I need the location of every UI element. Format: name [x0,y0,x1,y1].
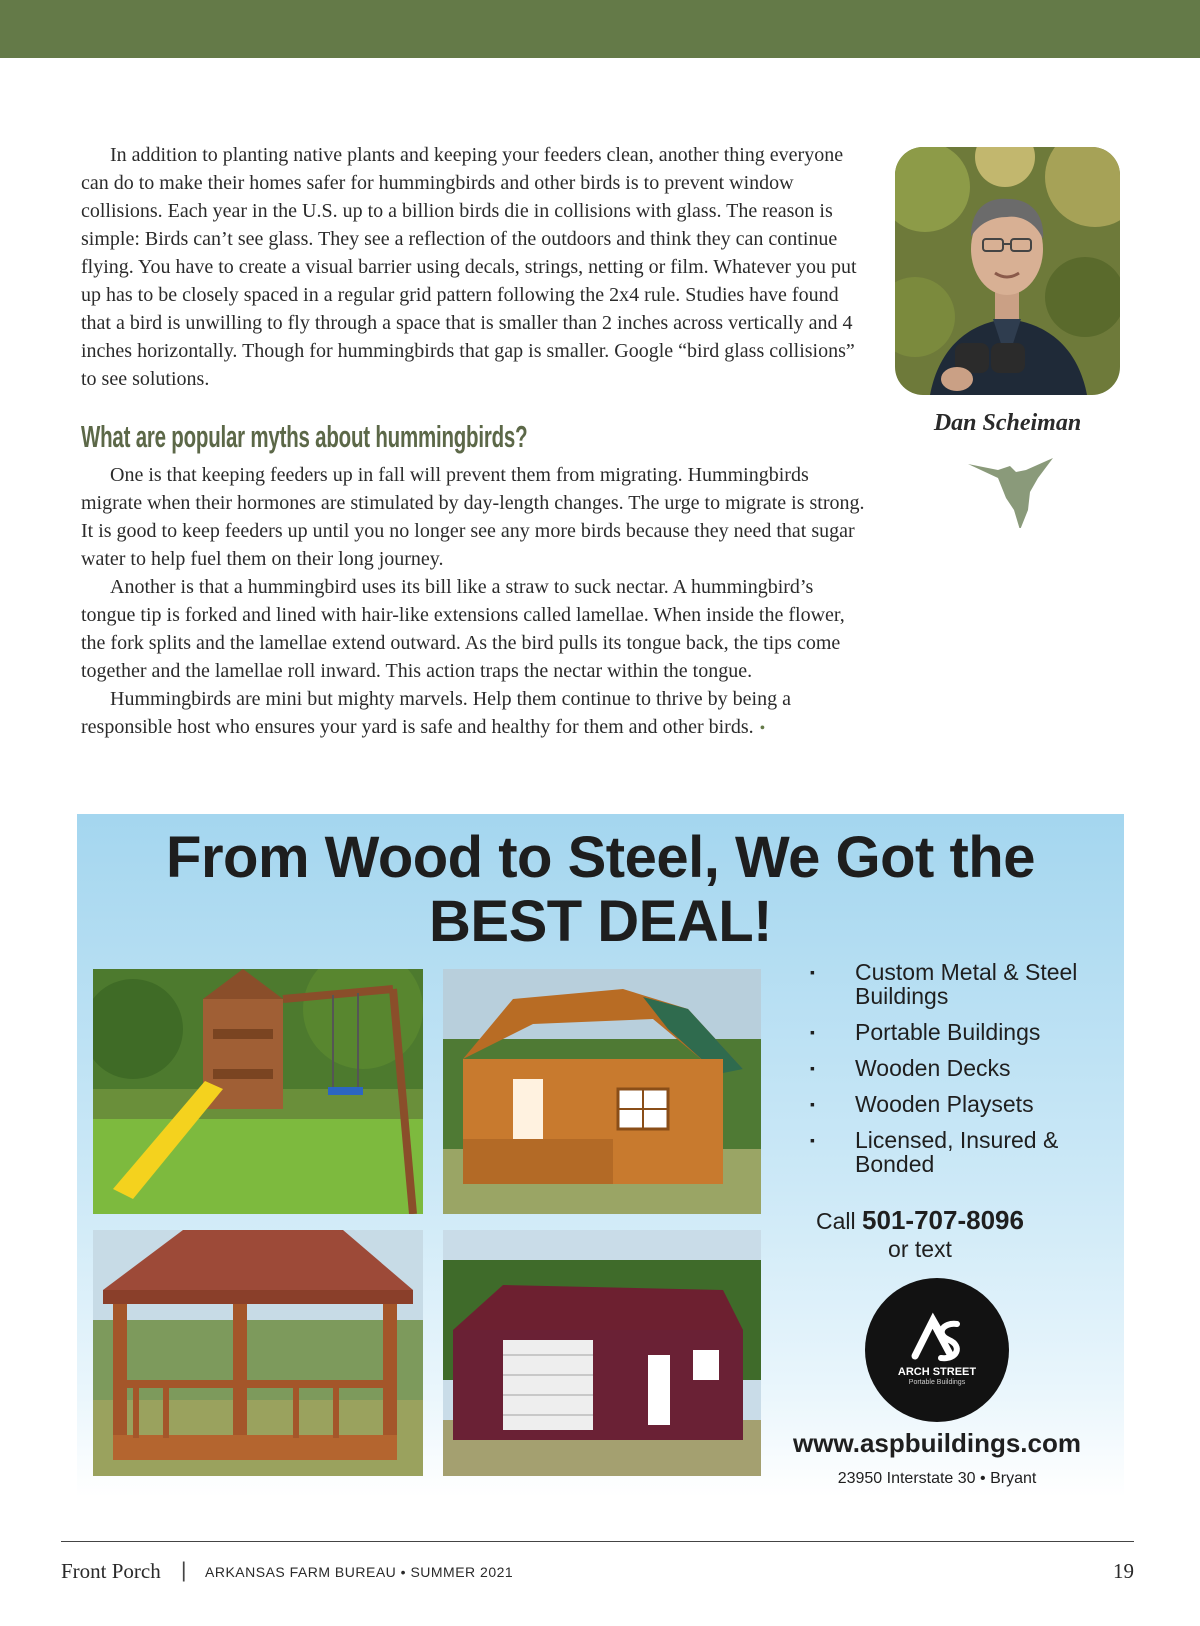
logo-text: ARCH STREET [897,1366,977,1378]
end-mark: • [759,720,766,737]
service-item: ▪ Custom Metal & Steel Buildings [810,960,1110,1008]
paragraph-myth-straw: Another is that a hummingbird uses its bill like a straw to suck nectar. A hummingbird’s tongue tip is forked and lined with hair-like extensions called lamellae. When inside the flower, the fork splits and the lamellae extend outward. As the bird pulls its tongue back, the tips come together and the lamellae roll inward. This action traps the nectar within the tongue. [81,576,845,682]
top-color-band [0,0,1200,58]
page-number: 19 [1113,1559,1134,1583]
cabin-photo [443,969,761,1214]
service-item: ▪ Portable Buildings [810,1020,1110,1044]
paragraph-myth-migration: One is that keeping feeders up in fall will prevent them from migrating. Hummingbirds migrate when their hormones are stimulated by day-length changes. The urge to migrate is strong. It is good to keep feeders up until you no longer see any more birds because they need that sugar water to help fuel them on their long journey. [81,464,865,570]
page-footer [61,1559,1134,1589]
garage-photo [443,1230,761,1476]
ad-headline-line1: From Wood to Steel, We Got the [166,825,1035,890]
service-item: ▪ Licensed, Insured & Bonded [810,1128,1110,1176]
advertisement [77,814,1124,1497]
article-body [81,141,871,743]
ad-headline-line2: BEST DEAL! [429,889,772,954]
call-info [770,1206,1070,1263]
arch-street-logo [865,1278,1009,1422]
call-prefix: Call [816,1208,856,1234]
ad-headline [77,826,1124,954]
services-list [810,960,1110,1188]
author-photo [895,147,1120,395]
paragraph-closing [81,685,871,743]
phone-number[interactable]: 501-707-8096 [862,1205,1024,1235]
logo-subtext: Portable Buildings [908,1379,966,1386]
photo-caption: Dan Scheiman [933,410,1082,436]
closing-text: Hummingbirds are mini but mighty marvels. Help them continue to thrive by being a responsible host who ensures your yard is safe and healthy for them and other birds. [81,688,791,738]
publication-info: ARKANSAS FARM BUREAU • SUMMER 2021 [205,1564,514,1580]
website-link[interactable]: www.aspbuildings.com [793,1428,1081,1458]
hummingbird-icon [968,458,1058,528]
footer-divider [61,1541,1134,1542]
playset-photo [93,969,423,1214]
paragraph-window-collisions: In addition to planting native plants and keeping your feeders clean, another thing everyone can do to make their homes safer for hummingbirds and other birds is to prevent window collisions. Each year in the U.S. up to a billion birds die in collisions with glass. The reason is simple: Birds can’t see glass. They see a reflection of the outdoors and think they can continue flying. You have to create a visual barrier using decals, strings, netting or film. Whatever you put up has to be closely spaced in a regular grid pattern following the 2x4 rule. Studies have found that a bird is unwilling to fly through a space that is smaller than 2 inches across vertically and 4 inches horizontally. Though for hummingbirds that gap is smaller. Google “bird glass collisions” to see solutions. [81,144,857,390]
pavilion-photo [93,1230,423,1476]
service-item: ▪ Wooden Playsets [810,1092,1110,1116]
service-item: ▪ Wooden Decks [810,1056,1110,1080]
magazine-name: Front Porch [61,1559,161,1583]
call-suffix: or text [888,1236,952,1262]
footer-separator: | [181,1559,187,1582]
address: 23950 Interstate 30 • Bryant [837,1470,1037,1487]
section-heading: What are popular myths about hummingbirds? [81,419,528,454]
